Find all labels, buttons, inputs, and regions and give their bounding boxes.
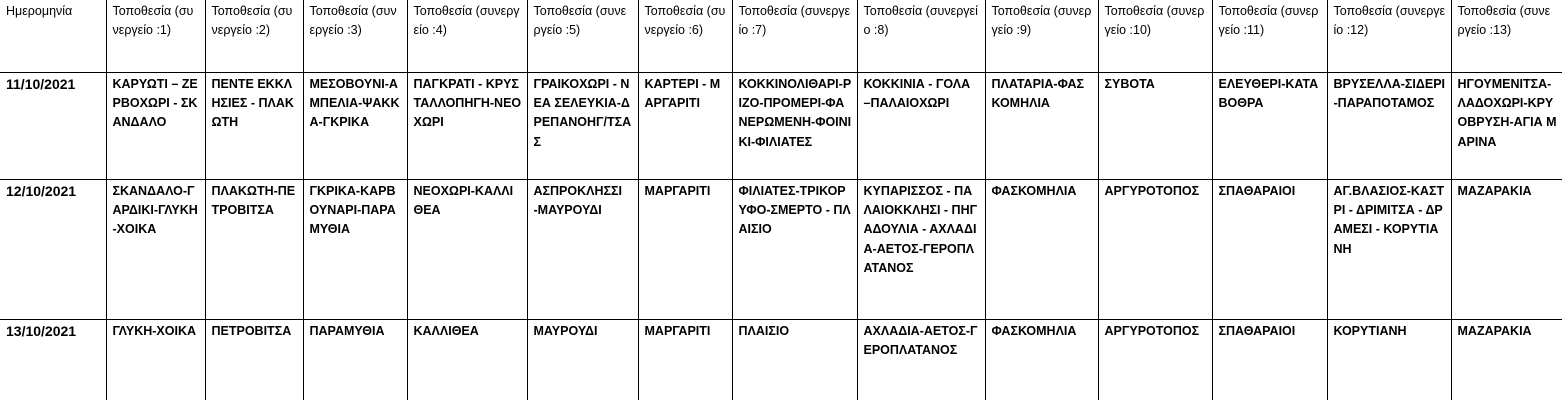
date-cell: 11/10/2021 <box>0 73 106 180</box>
location-cell: ΠΑΡΑΜΥΘΙΑ <box>303 320 407 401</box>
location-cell: ΚΟΡΥΤΙΑΝΗ <box>1327 320 1451 401</box>
location-cell: ΦΙΛΙΑΤΕΣ-ΤΡΙΚΟΡΥΦΟ-ΣΜΕΡΤΟ - ΠΛΑΙΣΙΟ <box>732 180 857 320</box>
header-crew-2: Τοποθεσία (συνεργείο :2) <box>205 0 303 73</box>
location-cell: ΜΑΖΑΡΑΚΙΑ <box>1451 320 1562 401</box>
location-cell: ΣΚΑΝΔΑΛΟ-ΓΑΡΔΙΚΙ-ΓΛΥΚΗ-ΧΟΙΚΑ <box>106 180 205 320</box>
location-cell: ΚΑΡΥΩΤΙ – ΖΕΡΒΟΧΩΡΙ - ΣΚΑΝΔΑΛΟ <box>106 73 205 180</box>
location-cell: ΠΛΑΤΑΡΙΑ-ΦΑΣΚΟΜΗΛΙΑ <box>985 73 1098 180</box>
location-cell: ΜΑΖΑΡΑΚΙΑ <box>1451 180 1562 320</box>
location-cell: ΣΠΑΘΑΡΑΙΟΙ <box>1212 320 1327 401</box>
location-cell: ΑΣΠΡΟΚΛΗΣΣΙ -ΜΑΥΡΟΥΔΙ <box>527 180 638 320</box>
location-cell: ΜΑΥΡΟΥΔΙ <box>527 320 638 401</box>
location-cell: ΠΕΝΤΕ ΕΚΚΛΗΣΙΕΣ - ΠΛΑΚΩΤΗ <box>205 73 303 180</box>
location-cell: ΜΕΣΟΒΟΥΝΙ-ΑΜΠΕΛΙΑ-ΨΑΚΚΑ-ΓΚΡΙΚΑ <box>303 73 407 180</box>
header-crew-13: Τοποθεσία (συνεργείο :13) <box>1451 0 1562 73</box>
location-cell: ΣΥΒΟΤΑ <box>1098 73 1212 180</box>
location-cell: ΗΓΟΥΜΕΝΙΤΣΑ-ΛΑΔΟΧΩΡΙ-ΚΡΥΟΒΡΥΣΗ-ΑΓΙΑ ΜΑΡΙΝΑ <box>1451 73 1562 180</box>
table-row <box>0 320 1562 401</box>
header-crew-3: Τοποθεσία (συνεργείο :3) <box>303 0 407 73</box>
location-cell: ΠΕΤΡΟΒΙΤΣΑ <box>205 320 303 401</box>
location-cell: ΠΑΓΚΡΑΤΙ - ΚΡΥΣΤΑΛΛΟΠΗΓΗ-ΝΕΟΧΩΡΙ <box>407 73 527 180</box>
table-row <box>0 73 1562 180</box>
location-cell: ΚΥΠΑΡΙΣΣΟΣ - ΠΑΛΑΙΟΚΚΛΗΣΙ - ΠΗΓΑΔΟΥΛΙΑ - ΑΧΛΑΔΙΑ-ΑΕΤΟΣ-ΓΕΡΟΠΛΑΤΑΝΟΣ <box>857 180 985 320</box>
location-cell: ΠΛΑΚΩΤΗ-ΠΕΤΡΟΒΙΤΣΑ <box>205 180 303 320</box>
header-crew-5: Τοποθεσία (συνεργείο :5) <box>527 0 638 73</box>
location-cell: ΕΛΕΥΘΕΡΙ-ΚΑΤΑΒΟΘΡΑ <box>1212 73 1327 180</box>
location-cell: ΚΟΚΚΙΝΟΛΙΘΑΡΙ-ΡΙΖΟ-ΠΡΟΜΕΡΙ-ΦΑΝΕΡΩΜΕΝΗ-ΦΟΙΝΙΚΙ-ΦΙΛΙΑΤΕΣ <box>732 73 857 180</box>
location-cell: ΑΡΓΥΡΟΤΟΠΟΣ <box>1098 320 1212 401</box>
location-cell: ΠΛΑΙΣΙΟ <box>732 320 857 401</box>
date-cell: 13/10/2021 <box>6 323 77 339</box>
header-crew-4: Τοποθεσία (συνεργείο :4) <box>407 0 527 73</box>
table-row <box>0 180 1562 320</box>
header-crew-7: Τοποθεσία (συνεργείο :7) <box>732 0 857 73</box>
header-crew-1: Τοποθεσία (συνεργείο :1) <box>106 0 205 73</box>
location-cell: ΑΓ.ΒΛΑΣΙΟΣ-ΚΑΣΤΡΙ - ΔΡΙΜΙΤΣΑ - ΔΡΑΜΕΣΙ - ΚΟΡΥΤΙΑΝΗ <box>1327 180 1451 320</box>
location-cell: ΚΑΛΛΙΘΕΑ <box>407 320 527 401</box>
header-crew-9: Τοποθεσία (συνεργείο :9) <box>985 0 1098 73</box>
location-cell: ΝΕΟΧΩΡΙ-ΚΑΛΛΙΘΕΑ <box>407 180 527 320</box>
location-cell: ΦΑΣΚΟΜΗΛΙΑ <box>985 180 1098 320</box>
location-cell: ΜΑΡΓΑΡΙΤΙ <box>638 180 732 320</box>
location-cell: ΚΑΡΤΕΡΙ - ΜΑΡΓΑΡΙΤΙ <box>638 73 732 180</box>
date-cell: 12/10/2021 <box>0 180 106 320</box>
location-cell: ΣΠΑΘΑΡΑΙΟΙ <box>1212 180 1327 320</box>
header-crew-8: Τοποθεσία (συνεργείο :8) <box>857 0 985 73</box>
header-crew-11: Τοποθεσία (συνεργείο :11) <box>1212 0 1327 73</box>
location-cell: ΦΑΣΚΟΜΗΛΙΑ <box>985 320 1098 401</box>
location-cell: ΓΚΡΙΚΑ-ΚΑΡΒΟΥΝΑΡΙ-ΠΑΡΑΜΥΘΙΑ <box>303 180 407 320</box>
location-cell: ΑΧΛΑΔΙΑ-ΑΕΤΟΣ-ΓΕΡΟΠΛΑΤΑΝΟΣ <box>857 320 985 401</box>
header-row <box>0 0 1562 73</box>
location-cell: ΓΛΥΚΗ-ΧΟΙΚΑ <box>106 320 205 401</box>
location-cell: ΓΡΑΙΚΟΧΩΡΙ - ΝΕΑ ΣΕΛΕΥΚΙΑ-ΔΡΕΠΑΝΟΗΓ/ΤΣΑΣ <box>527 73 638 180</box>
header-date: Ημερομηνία <box>0 0 106 73</box>
location-cell: ΑΡΓΥΡΟΤΟΠΟΣ <box>1098 180 1212 320</box>
header-crew-10: Τοποθεσία (συνεργείο :10) <box>1098 0 1212 73</box>
header-crew-6: Τοποθεσία (συνεργείο :6) <box>638 0 732 73</box>
location-cell: ΒΡΥΣΕΛΛΑ-ΣΙΔΕΡΙ-ΠΑΡΑΠΟΤΑΜΟΣ <box>1327 73 1451 180</box>
header-crew-12: Τοποθεσία (συνεργείο :12) <box>1327 0 1451 73</box>
location-cell: ΚΟΚΚΙΝΙΑ - ΓΟΛΑ –ΠΑΛΑΙΟΧΩΡΙ <box>857 73 985 180</box>
location-cell: ΜΑΡΓΑΡΙΤΙ <box>638 320 732 401</box>
